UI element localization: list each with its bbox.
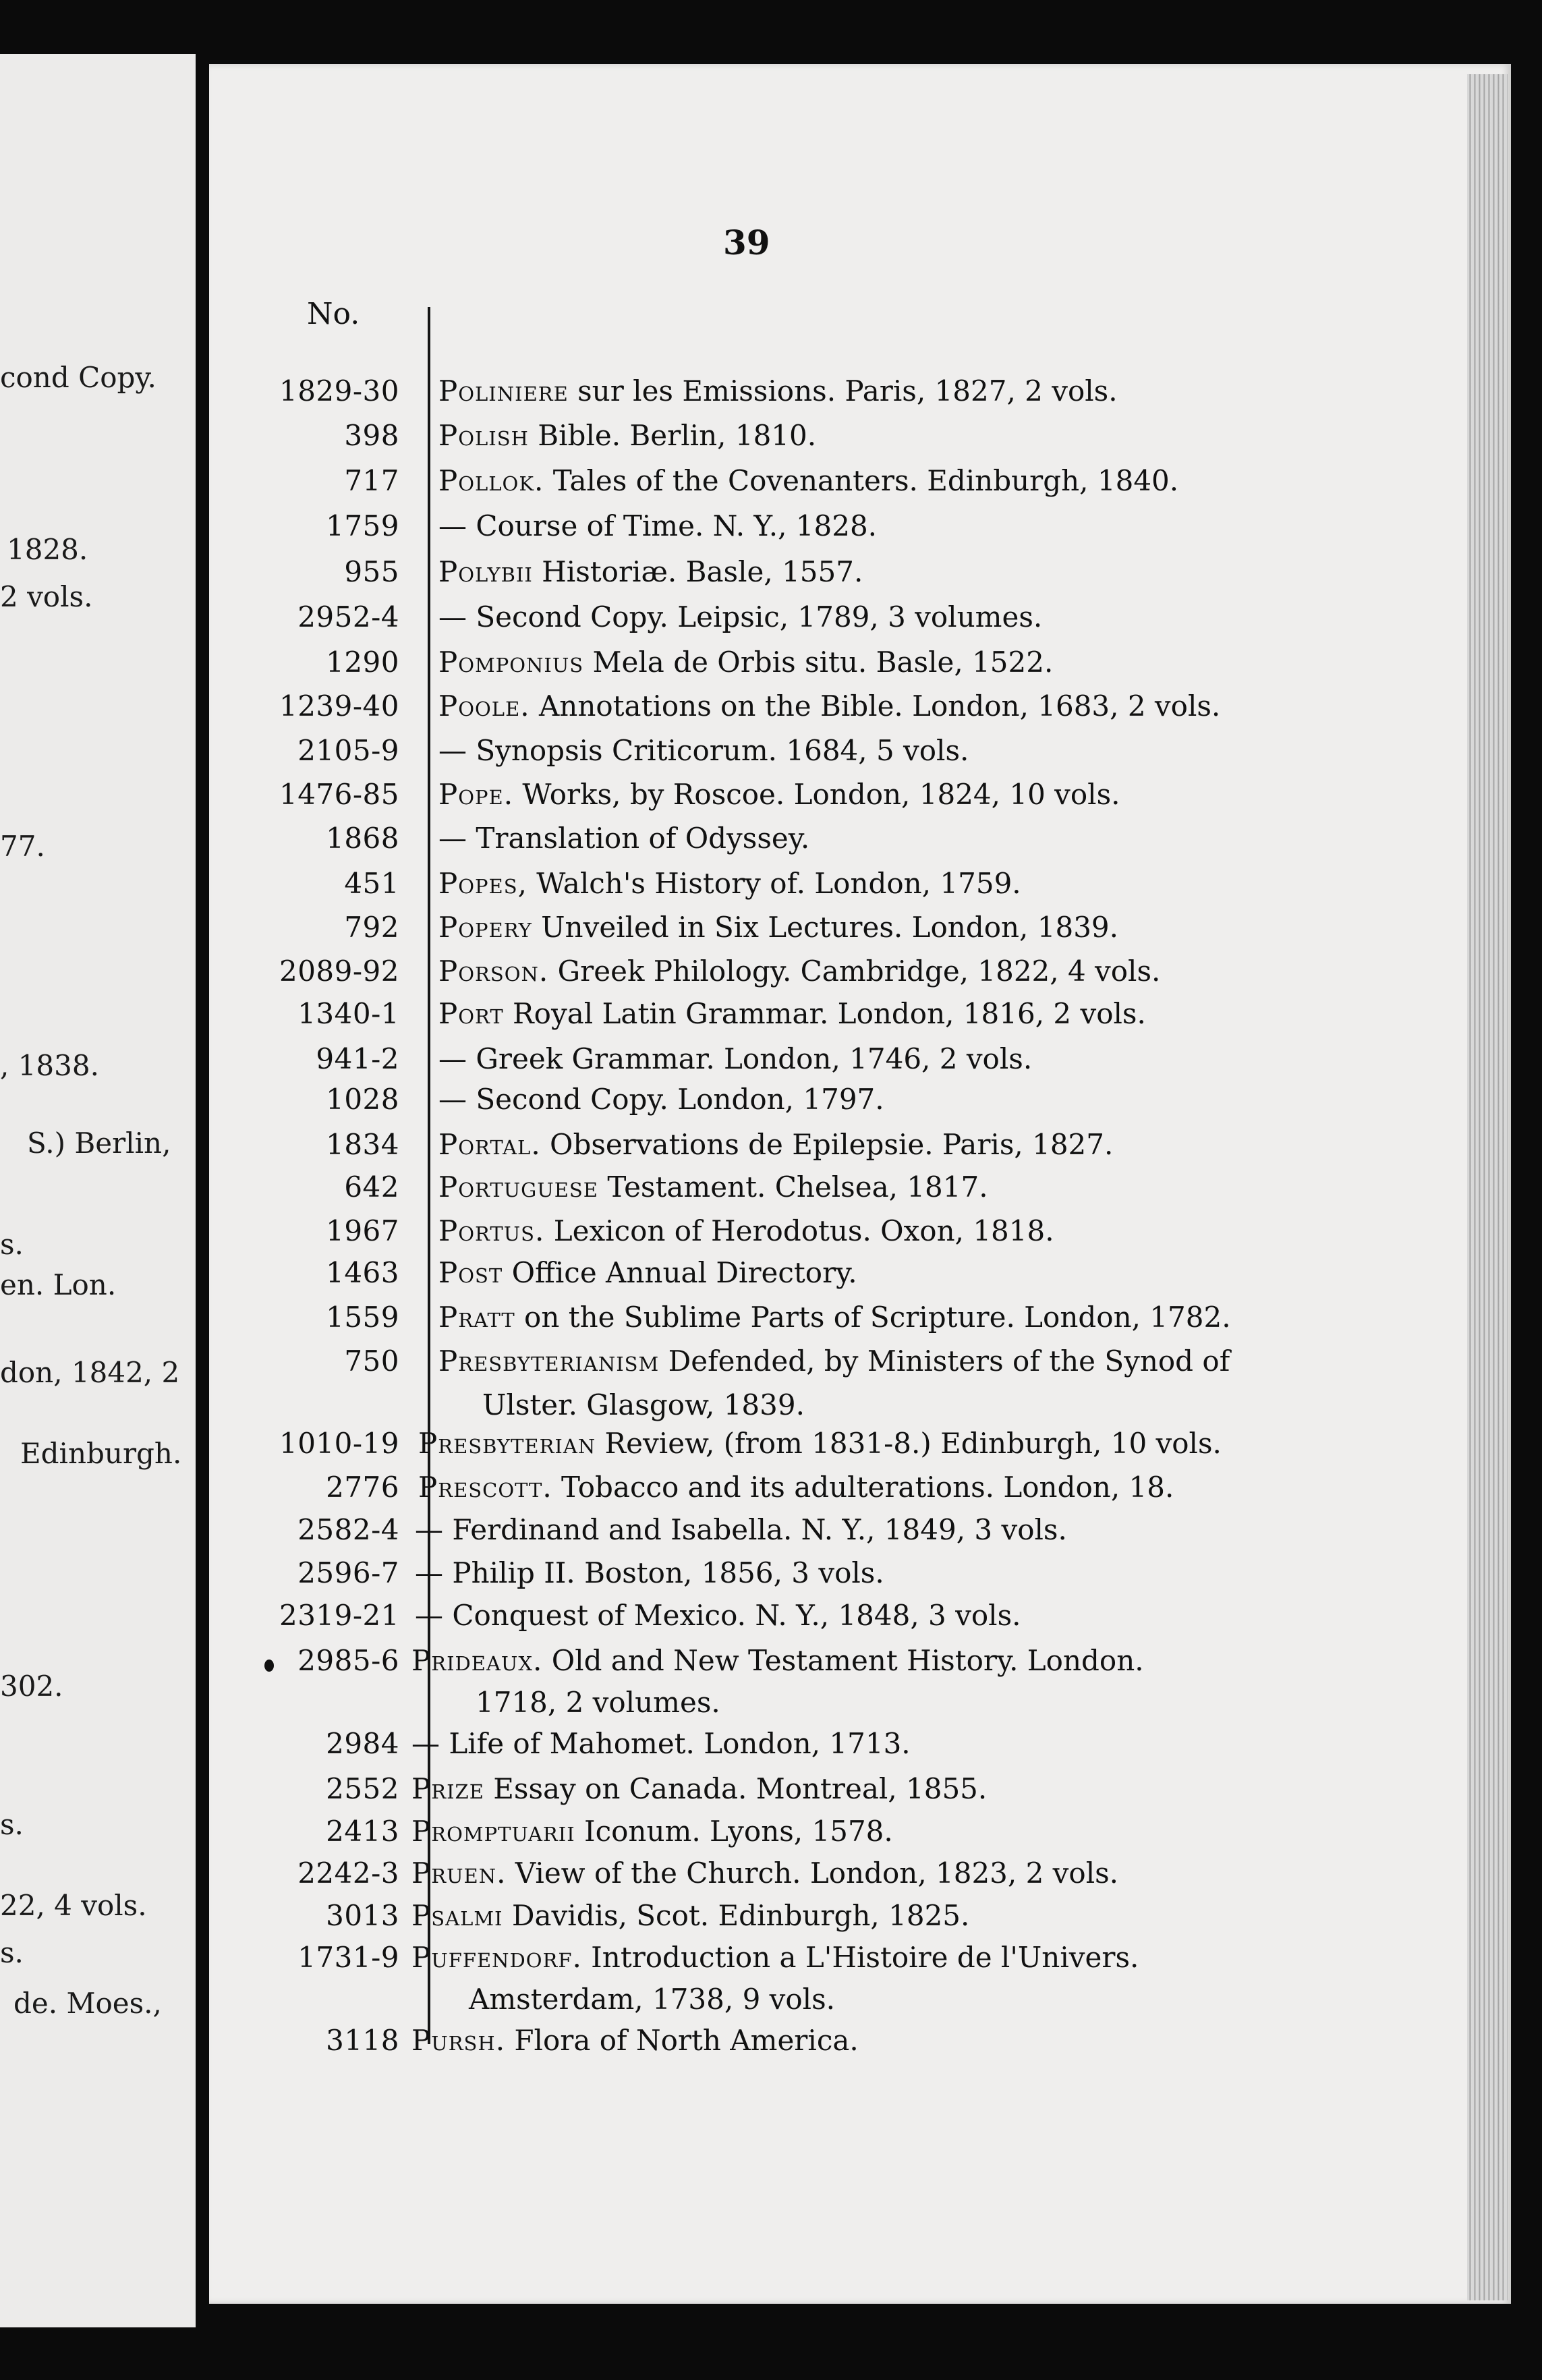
entry-text — [438, 646, 1053, 679]
entry-text — [438, 689, 1220, 722]
entry-heading: Portuguese — [438, 1170, 598, 1203]
entry-description: Greek Philology. Cambridge, 1822, 4 vols. — [548, 955, 1161, 988]
entry-text — [415, 1599, 1021, 1632]
entry-number: 750 — [344, 1344, 399, 1378]
entry-number: 955 — [344, 555, 399, 588]
entry-number: 792 — [344, 911, 399, 944]
entry-description: Introduction a L'Histoire de l'Univers. — [581, 1941, 1139, 1974]
left-page-fragment: 302. — [0, 1670, 63, 1703]
entry-description: Observations de Epilepsie. Paris, 1827. — [540, 1128, 1114, 1161]
left-page-fragment: de. Moes., — [13, 1987, 162, 2020]
entry-text — [438, 1042, 1032, 1075]
entry-description: — Life of Mahomet. London, 1713. — [411, 1727, 911, 1760]
entry-description: — Second Copy. Leipsic, 1789, 3 volumes. — [438, 600, 1043, 633]
entry-heading: Puffendorf. — [411, 1941, 582, 1974]
entry-number: 2089-92 — [279, 955, 399, 988]
entry-description: — Philip II. Boston, 1856, 3 vols. — [415, 1556, 884, 1589]
entry-heading: Psalmi — [411, 1899, 503, 1932]
entry-text — [438, 911, 1118, 944]
entry-number: 1476-85 — [279, 778, 399, 811]
entry-description: Historiæ. Basle, 1557. — [532, 555, 863, 588]
entry-number: 717 — [344, 464, 399, 497]
left-page-fragment: Edinburgh. — [20, 1437, 182, 1470]
entry-description: Flora of North America. — [505, 2024, 859, 2057]
left-page-fragment: , 1838. — [0, 1049, 99, 1082]
entry-text — [438, 778, 1120, 811]
entry-number: 2596-7 — [297, 1556, 399, 1589]
entry-number: 1868 — [326, 822, 399, 855]
ink-spot — [264, 1660, 274, 1672]
entry-number: 2582-4 — [297, 1513, 399, 1546]
entry-text — [438, 1083, 884, 1116]
entry-text — [438, 955, 1160, 988]
entry-text — [438, 867, 1021, 900]
entry-description: Review, (from 1831-8.) Edinburgh, 10 vols. — [596, 1427, 1222, 1460]
entry-text — [411, 1772, 987, 1805]
entry-text — [438, 734, 969, 767]
entry-heading: Pratt — [438, 1301, 515, 1334]
entry-heading: Polish — [438, 419, 529, 452]
entry-text — [418, 1427, 1222, 1460]
entry-number: 1559 — [326, 1301, 399, 1334]
entry-number: 642 — [344, 1170, 399, 1203]
entry-description: — Course of Time. N. Y., 1828. — [438, 509, 878, 542]
entry-text — [411, 1941, 1139, 1974]
left-page-fragment: 77. — [0, 830, 45, 863]
entry-text — [438, 509, 877, 542]
entry-number: 1731-9 — [297, 1941, 399, 1974]
entry-description: Tales of the Covenanters. Edinburgh, 1840. — [544, 464, 1179, 497]
entry-heading: Pomponius — [438, 646, 584, 679]
entry-heading: Presbyterian — [418, 1427, 596, 1460]
entry-number: 2984 — [326, 1727, 399, 1760]
entry-heading: Polybii — [438, 555, 533, 588]
entry-description: Iconum. Lyons, 1578. — [575, 1815, 893, 1848]
entry-description: — Ferdinand and Isabella. N. Y., 1849, 3 vols. — [415, 1513, 1067, 1546]
entry-number: 1239-40 — [279, 689, 399, 722]
entry-text — [438, 1170, 988, 1203]
entry-number: 1759 — [326, 509, 399, 542]
entry-heading: Popes, — [438, 867, 527, 900]
entry-number: 3118 — [326, 2024, 399, 2057]
entry-text — [438, 374, 1118, 407]
entry-description: View of the Church. London, 1823, 2 vols. — [506, 1857, 1119, 1890]
entry-number: 2776 — [326, 1471, 399, 1504]
left-page-fragment: s. — [0, 1228, 24, 1261]
entry-text — [438, 1214, 1054, 1247]
entry-number: 941-2 — [316, 1042, 399, 1075]
left-page-fragment: don, 1842, 2 — [0, 1356, 180, 1389]
entry-number: 2952-4 — [297, 600, 399, 633]
entry-text — [411, 1899, 969, 1932]
left-page-fragment: s. — [0, 1808, 24, 1841]
entry-description: — Conquest of Mexico. N. Y., 1848, 3 vols. — [415, 1599, 1021, 1632]
entry-number: 2242-3 — [297, 1857, 399, 1890]
entry-heading: Pope. — [438, 778, 514, 811]
entry-text — [438, 1344, 1230, 1378]
entry-description: Mela de Orbis situ. Basle, 1522. — [583, 646, 1054, 679]
left-page-fragment: S.) Berlin, — [27, 1127, 171, 1160]
entry-number: 3013 — [326, 1899, 399, 1932]
entry-text — [411, 2024, 859, 2057]
entry-heading: Popery — [438, 911, 532, 944]
entry-text — [438, 419, 816, 452]
entry-text — [411, 1727, 911, 1760]
entry-heading: Prescott. — [418, 1471, 552, 1504]
entry-continuation: Ulster. Glasgow, 1839. — [482, 1388, 805, 1421]
entry-description: Royal Latin Grammar. London, 1816, 2 vols. — [503, 997, 1146, 1030]
left-page-fragment: en. Lon. — [0, 1268, 117, 1301]
entry-text — [438, 1256, 857, 1289]
entry-text — [438, 555, 863, 588]
entry-number: 398 — [344, 419, 399, 452]
entry-heading: Prize — [411, 1772, 484, 1805]
entry-number: 2413 — [326, 1815, 399, 1848]
entry-number: 2552 — [326, 1772, 399, 1805]
left-page-fragment: s. — [0, 1936, 24, 1969]
entry-heading: Pollok. — [438, 464, 544, 497]
entry-number: 1463 — [326, 1256, 399, 1289]
entry-description: — Greek Grammar. London, 1746, 2 vols. — [438, 1042, 1033, 1075]
entry-heading: Post — [438, 1256, 503, 1289]
left-facing-page — [0, 54, 196, 2327]
entry-heading: Portal. — [438, 1128, 541, 1161]
entry-number: 1340-1 — [297, 997, 399, 1030]
entry-text — [411, 1644, 1144, 1677]
entry-number: 1834 — [326, 1128, 399, 1161]
entry-number: 1967 — [326, 1214, 399, 1247]
entry-description: Annotations on the Bible. London, 1683, 2 vols. — [530, 689, 1221, 722]
entry-text — [438, 1301, 1231, 1334]
entry-continuation: 1718, 2 volumes. — [476, 1686, 720, 1719]
entry-text — [438, 997, 1146, 1030]
entry-heading: Prideaux. — [411, 1644, 543, 1677]
entry-text — [438, 822, 809, 855]
entry-description: Testament. Chelsea, 1817. — [598, 1170, 988, 1203]
entry-number: 2105-9 — [297, 734, 399, 767]
page-edges — [1467, 74, 1508, 2300]
left-page-fragment: 2 vols. — [0, 580, 93, 613]
entry-text — [438, 600, 1042, 633]
entry-heading: Pursh. — [411, 2024, 506, 2057]
entry-description: — Second Copy. London, 1797. — [438, 1083, 884, 1116]
entry-number: 2985-6 — [297, 1644, 399, 1677]
entry-heading: Poole. — [438, 689, 530, 722]
entry-description: Bible. Berlin, 1810. — [528, 419, 817, 452]
entry-description: Lexicon of Herodotus. Oxon, 1818. — [544, 1214, 1054, 1247]
entry-description: Works, by Roscoe. London, 1824, 10 vols. — [513, 778, 1120, 811]
entry-number: 2319-21 — [279, 1599, 399, 1632]
entry-text — [411, 1815, 893, 1848]
entry-description: Defended, by Ministers of the Synod of — [659, 1344, 1230, 1378]
left-page-fragment: 1828. — [7, 533, 88, 566]
number-column-header: No. — [307, 297, 360, 331]
entry-description: Office Annual Directory. — [503, 1256, 857, 1289]
left-page-fragment: cond Copy. — [0, 361, 156, 394]
entry-heading: Poliniere — [438, 374, 569, 407]
entry-heading: Promptuarii — [411, 1815, 575, 1848]
entry-text — [411, 1857, 1118, 1890]
entry-description: Davidis, Scot. Edinburgh, 1825. — [503, 1899, 970, 1932]
entry-number: 1829-30 — [279, 374, 399, 407]
entry-heading: Port — [438, 997, 504, 1030]
entry-description: Essay on Canada. Montreal, 1855. — [484, 1772, 988, 1805]
entry-description: — Synopsis Criticorum. 1684, 5 vols. — [438, 734, 969, 767]
entry-description: — Translation of Odyssey. — [438, 822, 810, 855]
entry-heading: Pruen. — [411, 1857, 507, 1890]
entry-text — [415, 1556, 884, 1589]
entry-description: Old and New Testament History. London. — [542, 1644, 1144, 1677]
left-page-fragment: 22, 4 vols. — [0, 1889, 147, 1922]
page-number: 39 — [723, 223, 770, 262]
entry-number: 451 — [344, 867, 399, 900]
entry-number: 1028 — [326, 1083, 399, 1116]
entry-description: on the Sublime Parts of Scripture. London, 1782. — [515, 1301, 1231, 1334]
entry-text — [418, 1471, 1174, 1504]
entry-heading: Porson. — [438, 955, 549, 988]
entry-continuation: Amsterdam, 1738, 9 vols. — [469, 1983, 835, 2016]
entry-description: sur les Emissions. Paris, 1827, 2 vols. — [568, 374, 1118, 407]
entry-number: 1010-19 — [279, 1427, 399, 1460]
entry-text — [438, 1128, 1113, 1161]
entry-heading: Portus. — [438, 1214, 545, 1247]
entry-heading: Presbyterianism — [438, 1344, 660, 1378]
entry-description: Tobacco and its adulterations. London, 18. — [552, 1471, 1174, 1504]
entry-number: 1290 — [326, 646, 399, 679]
entry-description: Walch's History of. London, 1759. — [527, 867, 1021, 900]
entry-text — [415, 1513, 1067, 1546]
entry-text — [438, 464, 1178, 497]
entry-description: Unveiled in Six Lectures. London, 1839. — [532, 911, 1118, 944]
